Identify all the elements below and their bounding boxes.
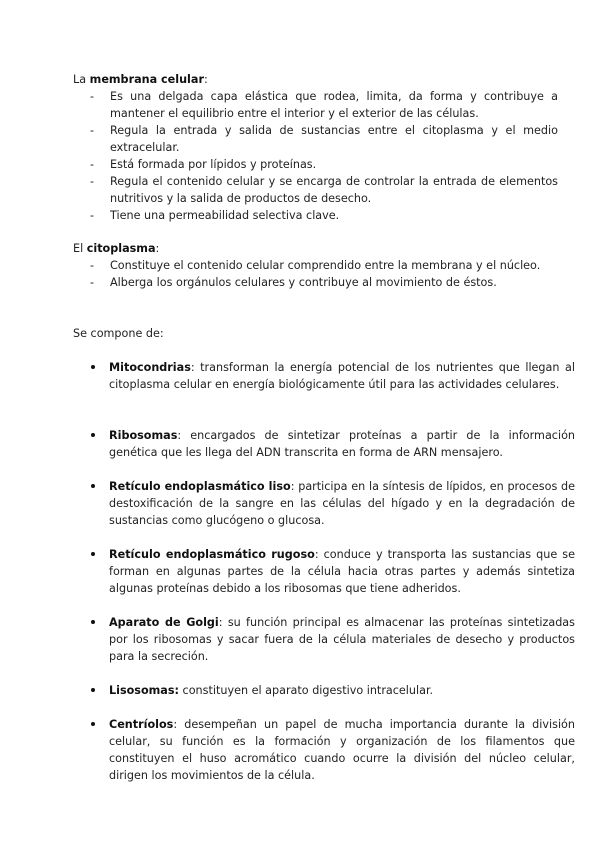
organelle-term: Lisosomas: — [109, 684, 179, 697]
membrana-item: - Regula la entrada y salida de sustancias entre el citoplasma y el medio extracelular. — [90, 122, 558, 156]
organelle-item — [91, 478, 575, 529]
citoplasma-item: - Alberga los orgánulos celulares y contribuye al movimiento de éstos. — [90, 274, 558, 291]
organelle-text: : transforman la energía potencial de los nutrientes que llegan al citoplasma celular en energía biológicamente útil para las actividades celulares. — [109, 361, 575, 391]
citoplasma-item: - Constituye el contenido celular comprendido entre la membrana y el núcleo. — [90, 257, 558, 274]
citoplasma-list — [90, 257, 558, 291]
organelle-text: : participa en la síntesis de lípidos, en procesos de destoxificación de la sangre en las células del hígado y en la degradación de sustancias como glucógeno o glucosa. — [109, 480, 576, 527]
organelle-item — [91, 546, 575, 597]
citoplasma-suffix: : — [155, 242, 160, 255]
membrana-item: - Es una delgada capa elástica que rodea, limita, da forma y contribuye a mantener el equilibrio entre el interior y el exterior de las células. — [90, 88, 558, 122]
bullet-dot-icon — [91, 365, 95, 369]
compone-intro: Se compone de: — [73, 327, 164, 340]
organelle-term: Ribosomas — [109, 429, 178, 442]
bullet-dot-icon — [91, 433, 95, 437]
membrana-suffix: : — [203, 73, 208, 86]
membrana-item: - Tiene una permeabilidad selectiva clave. — [90, 207, 558, 224]
membrana-heading — [73, 71, 543, 88]
organelle-term: Centríolos — [109, 718, 174, 731]
bullet-dot-icon — [91, 484, 95, 488]
organelle-item — [91, 427, 575, 461]
organelle-item — [91, 359, 575, 393]
organelle-item — [91, 716, 575, 784]
membrana-list — [90, 88, 558, 224]
organelle-term: Retículo endoplasmático rugoso — [109, 548, 315, 561]
organelle-text: : conduce y transporta las sustancias que se forman en algunas partes de la célula hacia otras partes y además sintetiza algunas proteínas debido a los ribosomas que tiene adheridos. — [109, 548, 575, 595]
membrana-term: membrana celular — [89, 73, 204, 86]
organelle-term: Aparato de Golgi — [109, 616, 219, 629]
organelle-text: constituyen el aparato digestivo intracelular. — [179, 684, 434, 697]
organelle-item — [91, 682, 575, 699]
organelle-item — [91, 614, 575, 665]
citoplasma-heading — [73, 240, 543, 257]
membrana-item: - Regula el contenido celular y se encarga de controlar la entrada de elementos nutritivos y la salida de productos de desecho. — [90, 173, 558, 207]
membrana-prefix: La — [73, 73, 90, 86]
bullet-dot-icon — [91, 722, 95, 726]
membrana-item: - Está formada por lípidos y proteínas. — [90, 156, 558, 173]
organelle-text: : encargados de sintetizar proteínas a partir de la información genética que les llega del ADN transcrita en forma de ARN mensajero. — [109, 429, 575, 459]
citoplasma-prefix: El — [73, 242, 87, 255]
organelle-term: Mitocondrias — [109, 361, 191, 374]
bullet-dot-icon — [91, 620, 95, 624]
organelle-text: : su función principal es almacenar las proteínas sintetizadas por los ribosomas y sacar fuera de la célula materiales de desecho y productos para la secreción. — [109, 616, 575, 663]
bullet-dot-icon — [91, 552, 95, 556]
bullet-dot-icon — [91, 688, 95, 692]
organelle-term: Retículo endoplasmático liso — [109, 480, 291, 493]
citoplasma-term: citoplasma — [86, 242, 156, 255]
organelle-text: : desempeñan un papel de mucha importancia durante la división celular, su función es la formación y organización de los filamentos que constituyen el huso acromático cuando ocurre la división del núcleo celular, dirigen los movimientos de la célula. — [109, 718, 575, 782]
